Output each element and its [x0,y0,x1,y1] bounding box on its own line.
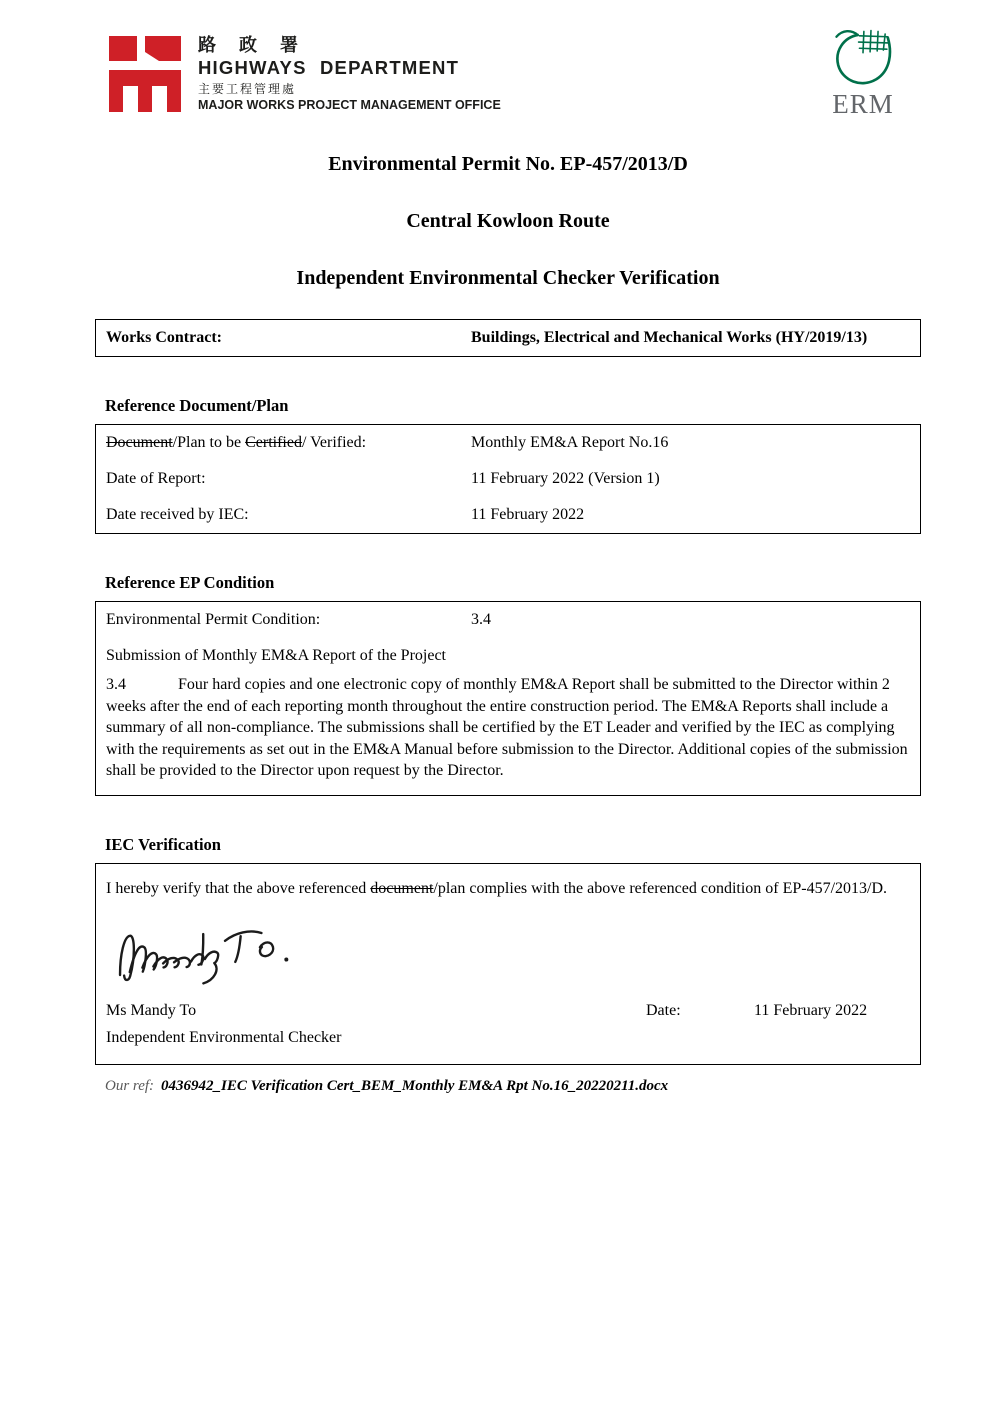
reference-document-heading: Reference Document/Plan [105,396,289,415]
document-plan-value: Monthly EM&A Report No.16 [471,434,669,451]
erm-wordmark: ERM [832,89,894,119]
ep-clause-number: 3.4 [106,676,126,693]
ep-clause-text: Four hard copies and one electronic copy of monthly EM&A Report shall be submitted to the Director within 2 weeks after the end of each reporting month throughout the entire construction period. The EM&A Reports shall include a summary of all non-compliance. The submissions shall be certified by the ET Leader and verified by the IEC as complying with the requirements as set out in the EM&A Manual before submission to the Director. Additional copies of the submission shall be provided to the Director upon request by the Director. [106,676,908,779]
document-plan-row [96,425,920,461]
ep-clause-paragraph [96,665,920,795]
date-received-row [96,497,920,533]
project-title: Central Kowloon Route [406,210,610,232]
signature-image [110,914,910,988]
our-ref-value: 0436942_IEC Verification Cert_BEM_Monthly EM&A Rpt No.16_20220211.docx [161,1077,669,1094]
erm-logo-block [831,26,895,118]
iec-verification-box [95,863,921,1065]
document-body [95,140,921,1095]
date-of-report-label: Date of Report: [106,470,206,487]
masthead [108,34,501,113]
date-of-report-row [96,461,920,497]
date-value: 11 February 2022 [754,1001,868,1019]
erm-globe-icon [831,26,895,90]
department-name-chinese: 路 政 署 [198,35,308,55]
our-ref-label: Our ref: [105,1077,155,1094]
works-contract-box [95,319,921,357]
date-received-label: Date received by IEC: [106,506,249,523]
struck-certified-word: Certified [245,434,302,451]
date-of-report-value: 11 February 2022 (Version 1) [471,470,660,487]
verification-title: Independent Environmental Checker Verification [296,267,720,289]
document-plan-label: Document/Plan to be Certified/ Verified: [106,434,367,451]
signatory-title: Independent Environmental Checker [106,1028,342,1046]
highways-department-logo-icon [108,34,182,113]
department-text-block [198,34,501,113]
reference-document-box [95,424,921,534]
office-name-chinese: 主要工程管理處 [198,82,297,96]
permit-title: Environmental Permit No. EP-457/2013/D [328,153,688,175]
struck-document-word-2: document [370,879,434,897]
date-label: Date: [646,1001,681,1019]
date-received-value: 11 February 2022 [471,506,585,523]
works-contract-label: Works Contract: [106,329,222,346]
iec-verification-heading: IEC Verification [105,834,221,854]
office-name-english: MAJOR WORKS PROJECT MANAGEMENT OFFICE [198,98,501,112]
signatory-row [106,1002,910,1020]
ep-condition-row [96,602,920,638]
iec-statement: I hereby verify that the above referenced document/plan complies with the above referenced condition of EP-457/2013/D. [106,879,888,897]
signatory-name: Ms Mandy To [106,1001,197,1019]
ep-subject-line: Submission of Monthly EM&A Report of the Project [106,647,446,664]
reference-ep-box [95,601,921,796]
ep-condition-value: 3.4 [471,611,491,628]
our-ref-line [105,1078,921,1095]
struck-document-word: Document [106,434,173,451]
reference-ep-heading: Reference EP Condition [105,573,275,592]
works-contract-value: Buildings, Electrical and Mechanical Works (HY/2019/13) [471,329,868,346]
department-name-english: HIGHWAYS DEPARTMENT [198,57,460,78]
ep-condition-label: Environmental Permit Condition: [106,611,321,628]
